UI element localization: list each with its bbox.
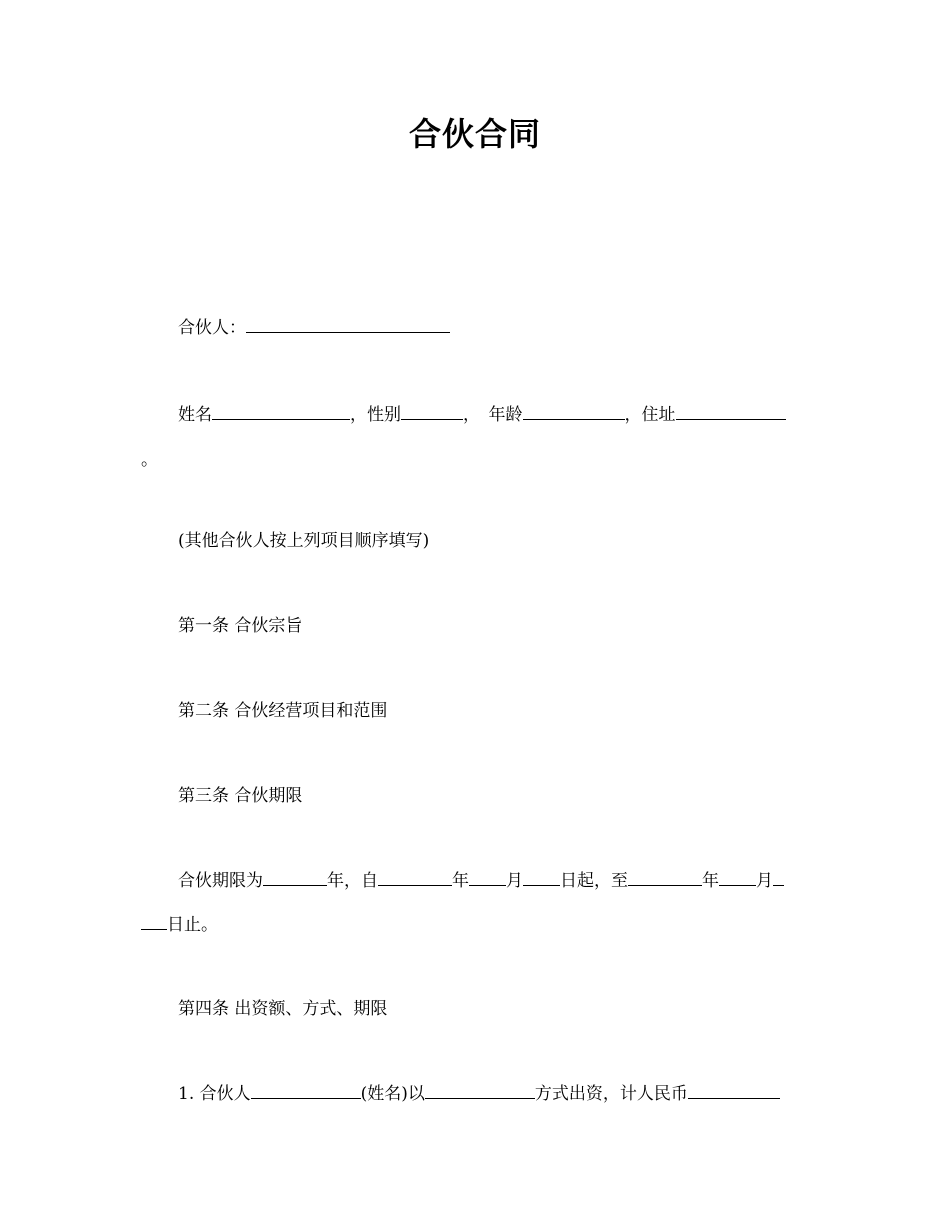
gender-blank[interactable] xyxy=(401,403,463,420)
end-day-label: 日止。 xyxy=(167,915,218,935)
age-label: ， 年龄 xyxy=(463,405,523,425)
contribution-amount-blank[interactable] xyxy=(688,1082,780,1099)
document-title: 合伙合同 xyxy=(408,115,541,153)
end-day-blank-start[interactable] xyxy=(773,869,784,886)
fill-note: (其他合伙人按上列项目顺序填写) xyxy=(178,531,430,551)
end-year-label: 年 xyxy=(702,871,719,891)
address-blank[interactable] xyxy=(676,403,786,420)
start-day-blank[interactable] xyxy=(523,869,560,886)
end-year-blank[interactable] xyxy=(628,869,702,886)
start-year-blank[interactable] xyxy=(378,869,452,886)
term-from-label: 年，自 xyxy=(327,871,378,891)
article-2-heading: 第二条 合伙经营项目和范围 xyxy=(178,701,388,721)
term-label: 合伙期限为 xyxy=(178,871,263,891)
partner-label: 合伙人： xyxy=(178,318,246,338)
start-year-label: 年 xyxy=(452,871,469,891)
contribution-method-blank[interactable] xyxy=(425,1082,535,1099)
gender-label: ，性别 xyxy=(350,405,401,425)
article-3-heading: 第三条 合伙期限 xyxy=(178,786,303,806)
start-month-label: 月 xyxy=(506,871,523,891)
end-day-blank-end[interactable] xyxy=(141,913,167,930)
start-day-label: 日起，至 xyxy=(560,871,628,891)
contributor-name-blank[interactable] xyxy=(251,1082,361,1099)
partner-info-line xyxy=(178,403,786,427)
partner-blank[interactable] xyxy=(246,316,450,333)
partner-info-end: 。 xyxy=(141,450,158,470)
address-label: ，住址 xyxy=(624,405,676,425)
term-line xyxy=(178,869,784,893)
article-4-heading: 第四条 出资额、方式、期限 xyxy=(178,999,388,1019)
contribution-amount-label: 方式出资，计人民币 xyxy=(534,1084,688,1104)
contribution-partner-label: 1. 合伙人 xyxy=(178,1084,251,1104)
start-month-blank[interactable] xyxy=(469,869,506,886)
partner-line xyxy=(178,316,450,340)
end-month-blank[interactable] xyxy=(719,869,756,886)
contribution-method-label: (姓名)以 xyxy=(360,1084,425,1104)
contribution-line xyxy=(178,1082,780,1106)
term-line-cont xyxy=(141,913,218,937)
name-blank[interactable] xyxy=(212,403,350,420)
age-blank[interactable] xyxy=(523,403,625,420)
end-month-label: 月 xyxy=(756,871,773,891)
term-years-blank[interactable] xyxy=(263,869,327,886)
name-label: 姓名 xyxy=(178,405,212,425)
article-1-heading: 第一条 合伙宗旨 xyxy=(178,616,303,636)
